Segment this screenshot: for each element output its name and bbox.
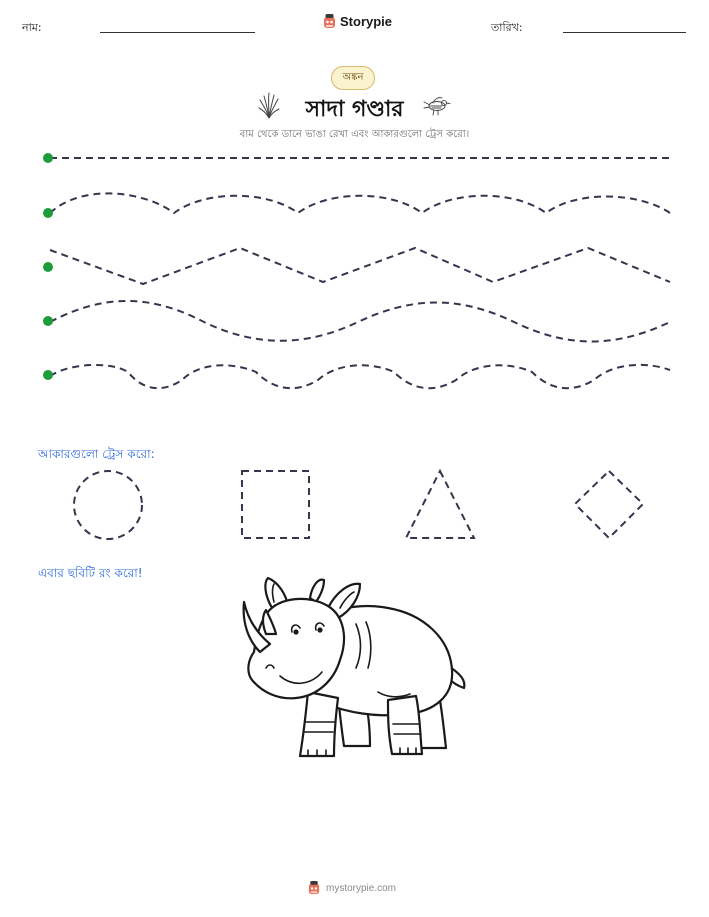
tracing-line-wave[interactable] xyxy=(50,193,670,213)
footer-url[interactable]: mystorypie.com xyxy=(326,882,397,894)
start-dot xyxy=(43,316,53,326)
instruction-text: বাম থেকে ডানে ভাঙা রেখা এবং আকারগুলো ট্রেস করো। xyxy=(239,129,470,140)
footer xyxy=(307,880,396,896)
tracing-shape-square[interactable] xyxy=(242,471,309,538)
storypie-logo-icon xyxy=(307,880,321,896)
tracing-lines xyxy=(0,0,709,400)
start-dot xyxy=(43,262,53,272)
rhino-coloring-picture[interactable] xyxy=(238,572,470,770)
page-title: সাদা গণ্ডার xyxy=(305,97,404,122)
tracing-line-wave-2[interactable] xyxy=(50,301,670,342)
tracing-shape-triangle[interactable] xyxy=(406,471,474,538)
start-dot xyxy=(43,208,53,218)
start-dot xyxy=(43,370,53,380)
coloring-section-title: এবার ছবিটি রং করো! xyxy=(38,566,143,580)
tracing-line-wave-3[interactable] xyxy=(50,365,670,388)
tracing-line-zigzag[interactable] xyxy=(50,248,670,284)
shapes-section-title: আকারগুলো ট্রেস করো: xyxy=(38,447,155,461)
brand-name: Storypie xyxy=(340,14,393,29)
name-label: নাম: xyxy=(22,21,42,34)
start-dot xyxy=(43,153,53,163)
category-badge: অঙ্কন xyxy=(331,66,375,90)
tracing-shapes xyxy=(0,460,709,550)
tracing-shape-diamond[interactable] xyxy=(575,471,643,538)
tracing-shape-circle[interactable] xyxy=(74,471,142,539)
date-label: তারিখ: xyxy=(491,21,523,34)
